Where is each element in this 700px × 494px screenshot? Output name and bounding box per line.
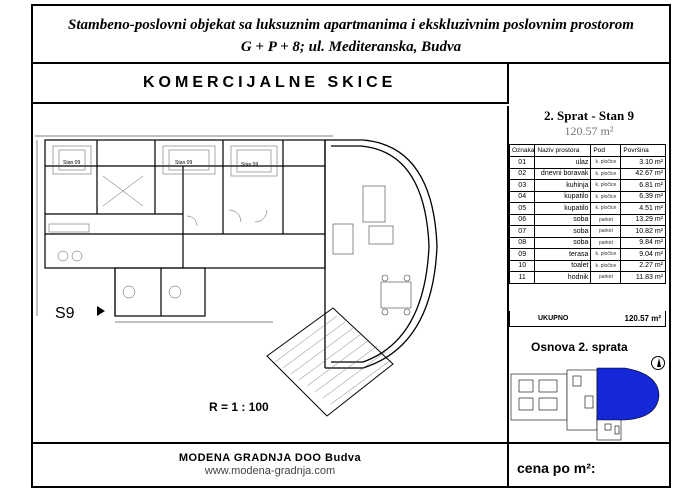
document-header [33, 6, 669, 64]
price-footer [509, 442, 669, 486]
room-id: 11 [510, 272, 535, 284]
table-row [510, 226, 666, 238]
room-name: soba [535, 237, 591, 249]
header-project-title: Stambeno-poslovni objekat sa luksuznim apartmanima i ekskluzivnim poslovnim prostorom [68, 17, 634, 33]
table-row [510, 237, 666, 249]
room-id: 08 [510, 237, 535, 249]
floor-key-plan [509, 366, 669, 442]
company-website: www.modena-gradnja.com [204, 465, 336, 477]
room-floor: k. pločice [591, 180, 621, 192]
column-header: Pod [591, 145, 621, 157]
room-area: 9.84 m² [621, 237, 666, 249]
floor-plan-label: Osnova 2. sprata [531, 340, 628, 354]
price-label: cena po m²: [517, 460, 596, 476]
table-row [510, 168, 666, 180]
apartment-title: 2. Sprat - Stan 9 [544, 108, 634, 123]
room-area: 4.51 m² [621, 203, 666, 215]
room-area: 11.83 m² [621, 272, 666, 284]
table-header-row [510, 145, 666, 157]
room-area: 10.82 m² [621, 226, 666, 238]
apartment-area: 120.57 m² [564, 124, 614, 138]
room-floor: parket [591, 214, 621, 226]
room-floor: k. pločice [591, 191, 621, 203]
room-area: 3.10 m² [621, 157, 666, 169]
company-footer [33, 442, 509, 486]
room-area: 42.67 m² [621, 168, 666, 180]
table-row [510, 260, 666, 272]
room-floor: k. pločice [591, 203, 621, 215]
room-floor: parket [591, 272, 621, 284]
total-label: UKUPNO [538, 315, 569, 322]
room-area: 9.04 m² [621, 249, 666, 261]
table-row [510, 214, 666, 226]
table-row [510, 180, 666, 192]
room-id: 02 [510, 168, 535, 180]
room-name: terasa [535, 249, 591, 261]
room-tag: Stan 09 [241, 162, 259, 168]
room-floor: parket [591, 226, 621, 238]
room-floor: k. pločice [591, 168, 621, 180]
room-area: 13.29 m² [621, 214, 666, 226]
room-id: 07 [510, 226, 535, 238]
room-area: 2.27 m² [621, 260, 666, 272]
room-schedule-table [509, 144, 666, 284]
room-name: ulaz [535, 157, 591, 169]
total-value: 120.57 m² [624, 314, 661, 323]
room-name: toalet [535, 260, 591, 272]
room-id: 03 [510, 180, 535, 192]
room-tag: Stan 09 [175, 160, 193, 166]
room-floor: parket [591, 237, 621, 249]
room-name: soba [535, 226, 591, 238]
room-floor: k. pločice [591, 157, 621, 169]
room-area: 6.81 m² [621, 180, 666, 192]
table-row [510, 272, 666, 284]
header-location: G + P + 8; ul. Mediteranska, Budva [240, 39, 462, 55]
document-sheet [31, 4, 671, 488]
highlighted-unit [597, 368, 659, 420]
room-id: 01 [510, 157, 535, 169]
column-header: Naziv prostora [535, 145, 591, 157]
table-row [510, 191, 666, 203]
room-id: 04 [510, 191, 535, 203]
room-tag: Stan 09 [63, 160, 81, 166]
company-name: MODENA GRADNJA DOO Budva [178, 452, 362, 464]
apartment-info-panel [509, 64, 669, 442]
room-id: 10 [510, 260, 535, 272]
section-title-box [33, 64, 509, 104]
floor-plan-drawing [33, 106, 509, 442]
drawing-scale: R = 1 : 100 [209, 400, 269, 414]
room-id: 06 [510, 214, 535, 226]
floor-plan-svg [33, 106, 509, 442]
room-id: 05 [510, 203, 535, 215]
unit-marker: S9 [55, 305, 75, 322]
table-row [510, 203, 666, 215]
column-header: Površina [621, 145, 666, 157]
room-name: kupatilo [535, 191, 591, 203]
room-name: dnevni boravak [535, 168, 591, 180]
table-row [510, 249, 666, 261]
room-floor: k. pločice [591, 249, 621, 261]
table-row [510, 157, 666, 169]
section-title: KOMERCIJALNE SKICE [143, 74, 397, 91]
room-floor: k. pločice [591, 260, 621, 272]
room-area: 6.39 m² [621, 191, 666, 203]
unit-marker-arrow [97, 306, 105, 316]
room-name: kuhinja [535, 180, 591, 192]
room-rows [510, 157, 666, 284]
room-name: soba [535, 214, 591, 226]
room-name: hodnik [535, 272, 591, 284]
column-header: Oznaka [510, 145, 535, 157]
room-name: kupatilo [535, 203, 591, 215]
total-row [509, 311, 666, 327]
key-plan-svg [509, 366, 669, 442]
room-id: 09 [510, 249, 535, 261]
